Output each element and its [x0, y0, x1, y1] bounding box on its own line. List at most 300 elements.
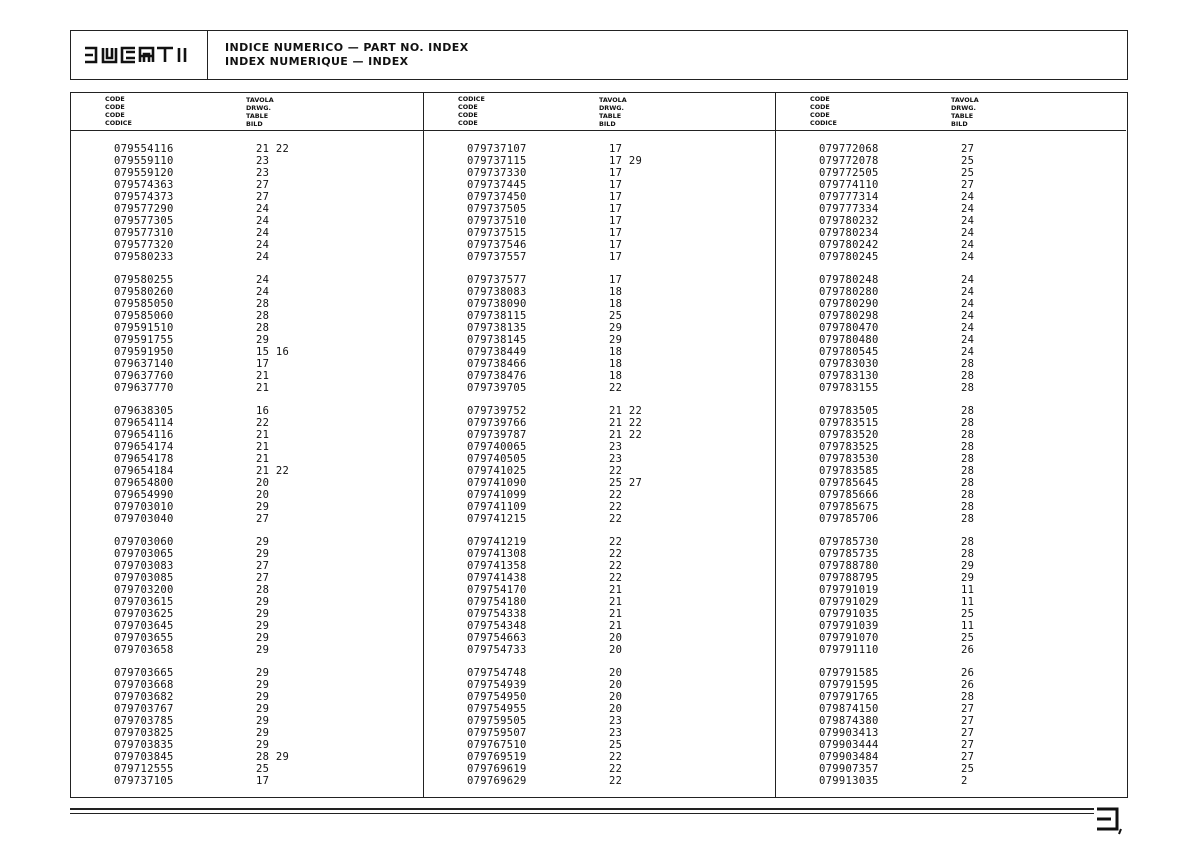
table-number: 22 [609, 560, 623, 572]
part-index-table [70, 92, 1128, 798]
table-row [776, 548, 1126, 560]
table-row [71, 763, 423, 775]
part-code: 079637770 [114, 382, 174, 394]
table-number: 17 [609, 274, 623, 286]
table-row [424, 584, 775, 596]
index-rows [776, 143, 1126, 798]
table-row [424, 453, 775, 465]
table-row [424, 298, 775, 310]
table-row [71, 501, 423, 513]
table-row [424, 358, 775, 370]
table-number: 29 [256, 608, 270, 620]
part-code: 079754748 [467, 667, 527, 679]
table-number: 18 [609, 298, 623, 310]
table-row [776, 536, 1126, 548]
part-code: 079754348 [467, 620, 527, 632]
table-number: 28 [256, 322, 270, 334]
table-row [71, 286, 423, 298]
part-code: 079783525 [819, 441, 879, 453]
part-code: 079791019 [819, 584, 879, 596]
table-number: 24 [256, 227, 270, 239]
table-row [71, 382, 423, 394]
table-number: 24 [256, 203, 270, 215]
table-row [71, 679, 423, 691]
code-heading-label: CODE [458, 119, 478, 127]
part-code: 079654990 [114, 489, 174, 501]
part-code: 079737445 [467, 179, 527, 191]
table-row [424, 465, 775, 477]
part-code: 079580260 [114, 286, 174, 298]
table-number: 27 [961, 751, 975, 763]
table-heading-label: TABLE [599, 112, 622, 120]
table-row [424, 489, 775, 501]
table-row [71, 536, 423, 548]
table-number: 24 [961, 334, 975, 346]
table-number: 21 [609, 620, 623, 632]
part-code: 079754170 [467, 584, 527, 596]
part-code: 079903484 [819, 751, 879, 763]
part-code: 079654178 [114, 453, 174, 465]
table-number: 28 [961, 441, 975, 453]
part-code: 079780245 [819, 251, 879, 263]
part-code: 079741025 [467, 465, 527, 477]
table-number: 20 [609, 691, 623, 703]
table-heading [246, 96, 274, 128]
table-number: 22 [609, 572, 623, 584]
table-row [424, 739, 775, 751]
part-code: 079703825 [114, 727, 174, 739]
footer-rule-thin [70, 813, 1094, 814]
table-number: 23 [256, 155, 270, 167]
table-number: 29 [256, 644, 270, 656]
part-code: 079903444 [819, 739, 879, 751]
table-number: 24 [961, 298, 975, 310]
table-number: 17 [256, 775, 270, 787]
part-code: 079780480 [819, 334, 879, 346]
table-number: 24 [256, 286, 270, 298]
table-row [776, 739, 1126, 751]
code-heading-label: CODE [810, 95, 830, 103]
code-heading-label: CODE [105, 103, 125, 111]
table-row [776, 513, 1126, 525]
table-heading-label: TABLE [951, 112, 974, 120]
table-number: 26 [961, 679, 975, 691]
table-row [776, 679, 1126, 691]
table-row [424, 370, 775, 382]
table-row [71, 215, 423, 227]
table-number: 24 [961, 227, 975, 239]
table-row [776, 167, 1126, 179]
table-row [776, 274, 1126, 286]
part-code: 079703785 [114, 715, 174, 727]
row-group [71, 274, 423, 394]
ducati-logo [71, 31, 208, 79]
table-number: 22 [609, 536, 623, 548]
part-code: 079574373 [114, 191, 174, 203]
table-row [71, 584, 423, 596]
part-code: 079703767 [114, 703, 174, 715]
index-title-line2: INDEX NUMERIQUE — INDEX [225, 55, 409, 68]
table-number: 28 [961, 465, 975, 477]
table-number: 24 [256, 274, 270, 286]
table-number: 24 [256, 239, 270, 251]
table-number: 27 [256, 179, 270, 191]
part-code: 079769519 [467, 751, 527, 763]
table-number: 11 [961, 596, 975, 608]
index-rows [424, 143, 775, 798]
code-heading [810, 95, 837, 127]
part-code: 079754180 [467, 596, 527, 608]
part-code: 079754950 [467, 691, 527, 703]
part-code: 079703065 [114, 548, 174, 560]
table-number: 28 [961, 429, 975, 441]
table-number: 21 [256, 382, 270, 394]
row-group [71, 667, 423, 787]
part-code: 079907357 [819, 763, 879, 775]
table-row [776, 358, 1126, 370]
index-column-1 [71, 93, 423, 797]
table-row [776, 584, 1126, 596]
part-code: 079754955 [467, 703, 527, 715]
part-code: 079703658 [114, 644, 174, 656]
table-row [776, 501, 1126, 513]
table-row [776, 382, 1126, 394]
table-row [776, 191, 1126, 203]
table-row [71, 191, 423, 203]
table-row [776, 751, 1126, 763]
table-number: 17 [256, 358, 270, 370]
part-code: 079737546 [467, 239, 527, 251]
column-header [776, 93, 1126, 131]
table-row [424, 167, 775, 179]
row-group [776, 536, 1126, 656]
table-row [776, 286, 1126, 298]
part-code: 079738449 [467, 346, 527, 358]
part-code: 079703668 [114, 679, 174, 691]
table-row [776, 691, 1126, 703]
part-code: 079577305 [114, 215, 174, 227]
table-row [776, 429, 1126, 441]
table-row [424, 441, 775, 453]
part-code: 079741090 [467, 477, 527, 489]
part-code: 079791029 [819, 596, 879, 608]
table-number: 24 [961, 274, 975, 286]
part-code: 079559110 [114, 155, 174, 167]
table-row [71, 310, 423, 322]
part-code: 079654116 [114, 429, 174, 441]
table-row [776, 453, 1126, 465]
table-number: 21 [609, 608, 623, 620]
part-code: 079769619 [467, 763, 527, 775]
part-code: 079654184 [114, 465, 174, 477]
part-code: 079637140 [114, 358, 174, 370]
part-code: 079703060 [114, 536, 174, 548]
table-row [776, 596, 1126, 608]
table-number: 25 [961, 155, 975, 167]
table-row [424, 608, 775, 620]
table-row [71, 632, 423, 644]
part-code: 079737557 [467, 251, 527, 263]
table-row [424, 501, 775, 513]
table-row [424, 763, 775, 775]
table-number: 20 [609, 632, 623, 644]
part-code: 079654174 [114, 441, 174, 453]
table-row [424, 203, 775, 215]
table-number: 25 [961, 608, 975, 620]
table-row [71, 739, 423, 751]
table-number: 29 [256, 620, 270, 632]
table-row [71, 429, 423, 441]
part-code: 079754939 [467, 679, 527, 691]
table-heading-label: BILD [246, 120, 263, 128]
part-code: 079769629 [467, 775, 527, 787]
table-row [424, 251, 775, 263]
part-code: 079780545 [819, 346, 879, 358]
table-row [776, 251, 1126, 263]
part-code: 079637760 [114, 370, 174, 382]
table-number: 20 [609, 667, 623, 679]
part-code: 079780470 [819, 322, 879, 334]
table-number: 21 22 [256, 465, 290, 477]
table-row [424, 477, 775, 489]
table-number: 16 [256, 405, 270, 417]
table-number: 20 [609, 679, 623, 691]
row-group [71, 536, 423, 656]
index-title [225, 41, 469, 69]
table-row [424, 679, 775, 691]
table-row [424, 727, 775, 739]
table-row [71, 334, 423, 346]
table-row [424, 417, 775, 429]
table-number: 25 [609, 310, 623, 322]
part-code: 079703615 [114, 596, 174, 608]
part-code: 079780290 [819, 298, 879, 310]
table-row [424, 429, 775, 441]
table-number: 25 [961, 632, 975, 644]
row-group [424, 143, 775, 263]
table-row [71, 644, 423, 656]
row-group [424, 536, 775, 656]
part-code: 079703682 [114, 691, 174, 703]
part-code: 079737505 [467, 203, 527, 215]
table-number: 18 [609, 358, 623, 370]
part-code: 079741358 [467, 560, 527, 572]
table-number: 17 [609, 179, 623, 191]
part-code: 079738476 [467, 370, 527, 382]
table-number: 28 [961, 453, 975, 465]
table-number: 21 22 [609, 405, 643, 417]
table-heading [599, 96, 627, 128]
table-row [776, 727, 1126, 739]
table-number: 21 [609, 584, 623, 596]
table-number: 29 [256, 501, 270, 513]
part-code: 079759505 [467, 715, 527, 727]
part-code: 079703655 [114, 632, 174, 644]
table-number: 29 [961, 572, 975, 584]
part-code: 079737450 [467, 191, 527, 203]
part-code: 079780248 [819, 274, 879, 286]
part-code: 079741109 [467, 501, 527, 513]
table-number: 18 [609, 286, 623, 298]
part-code: 079703665 [114, 667, 174, 679]
table-number: 23 [609, 441, 623, 453]
table-number: 18 [609, 370, 623, 382]
part-code: 079780298 [819, 310, 879, 322]
part-code: 079785706 [819, 513, 879, 525]
table-number: 22 [609, 548, 623, 560]
table-number: 27 [256, 513, 270, 525]
table-number: 22 [609, 775, 623, 787]
part-code: 079759507 [467, 727, 527, 739]
part-code: 079783030 [819, 358, 879, 370]
part-code: 079703010 [114, 501, 174, 513]
row-group [776, 143, 1126, 263]
part-code: 079772068 [819, 143, 879, 155]
table-heading-label: DRWG. [246, 104, 271, 112]
part-code: 079783155 [819, 382, 879, 394]
row-group [71, 143, 423, 263]
table-row [776, 703, 1126, 715]
table-number: 20 [609, 644, 623, 656]
part-code: 079654114 [114, 417, 174, 429]
part-code: 079703085 [114, 572, 174, 584]
table-number: 21 [256, 441, 270, 453]
part-code: 079738135 [467, 322, 527, 334]
table-number: 27 [961, 739, 975, 751]
table-number: 24 [961, 251, 975, 263]
table-row [776, 370, 1126, 382]
table-row [424, 334, 775, 346]
table-row [71, 239, 423, 251]
table-number: 27 [256, 191, 270, 203]
table-number: 28 [961, 501, 975, 513]
part-code: 079738115 [467, 310, 527, 322]
part-code: 079737115 [467, 155, 527, 167]
table-heading-label: TAVOLA [599, 96, 627, 104]
table-number: 28 [256, 310, 270, 322]
part-code: 079703845 [114, 751, 174, 763]
table-number: 27 [961, 143, 975, 155]
table-number: 21 22 [256, 143, 290, 155]
table-row [424, 751, 775, 763]
part-code: 079738466 [467, 358, 527, 370]
table-number: 26 [961, 644, 975, 656]
table-row [71, 489, 423, 501]
part-code: 079913035 [819, 775, 879, 787]
table-row [776, 775, 1126, 787]
part-code: 079785730 [819, 536, 879, 548]
table-number: 24 [961, 191, 975, 203]
part-code: 079783530 [819, 453, 879, 465]
table-number: 25 [609, 739, 623, 751]
part-code: 079777314 [819, 191, 879, 203]
part-code: 079791595 [819, 679, 879, 691]
row-group [424, 274, 775, 394]
part-code: 079712555 [114, 763, 174, 775]
table-number: 18 [609, 346, 623, 358]
table-number: 27 [256, 560, 270, 572]
code-heading-label: CODE [105, 111, 125, 119]
code-heading [458, 95, 485, 127]
table-number: 29 [256, 632, 270, 644]
part-code: 079791765 [819, 691, 879, 703]
table-row [424, 572, 775, 584]
table-number: 24 [961, 310, 975, 322]
table-row [424, 596, 775, 608]
part-code: 079638305 [114, 405, 174, 417]
table-number: 27 [961, 715, 975, 727]
table-number: 28 [961, 358, 975, 370]
table-number: 22 [609, 763, 623, 775]
table-number: 22 [609, 489, 623, 501]
index-column-2 [423, 93, 775, 797]
table-row [424, 310, 775, 322]
table-row [424, 644, 775, 656]
part-code: 079740505 [467, 453, 527, 465]
code-heading-label: CODE [105, 95, 125, 103]
code-heading-label: CODE [810, 111, 830, 119]
table-row [776, 489, 1126, 501]
table-number: 27 [961, 703, 975, 715]
part-code: 079780232 [819, 215, 879, 227]
table-number: 24 [256, 251, 270, 263]
table-row [71, 251, 423, 263]
part-code: 079741219 [467, 536, 527, 548]
table-number: 11 [961, 584, 975, 596]
table-row [776, 143, 1126, 155]
table-row [71, 441, 423, 453]
table-number: 17 [609, 203, 623, 215]
table-number: 20 [609, 703, 623, 715]
table-row [71, 572, 423, 584]
table-row [424, 620, 775, 632]
table-number: 24 [961, 346, 975, 358]
table-row [71, 691, 423, 703]
table-number: 29 [961, 560, 975, 572]
footer-rule [70, 808, 1094, 810]
table-row [424, 286, 775, 298]
table-number: 29 [256, 334, 270, 346]
table-row [776, 417, 1126, 429]
table-number: 21 [256, 453, 270, 465]
table-number: 28 [961, 489, 975, 501]
table-row [424, 227, 775, 239]
table-number: 28 [961, 691, 975, 703]
table-row [424, 536, 775, 548]
table-number: 24 [961, 203, 975, 215]
part-code: 079791035 [819, 608, 879, 620]
table-row [424, 691, 775, 703]
table-row [776, 465, 1126, 477]
part-code: 079741099 [467, 489, 527, 501]
table-row [71, 667, 423, 679]
index-column-3 [775, 93, 1126, 797]
table-row [71, 596, 423, 608]
part-code: 079780234 [819, 227, 879, 239]
row-group [71, 405, 423, 525]
table-number: 28 [961, 417, 975, 429]
table-number: 17 [609, 239, 623, 251]
table-number: 29 [609, 334, 623, 346]
part-code: 079780280 [819, 286, 879, 298]
table-row [71, 727, 423, 739]
table-number: 29 [256, 739, 270, 751]
part-code: 079703835 [114, 739, 174, 751]
table-number: 29 [256, 679, 270, 691]
table-row [424, 560, 775, 572]
table-row [71, 620, 423, 632]
table-row [71, 608, 423, 620]
